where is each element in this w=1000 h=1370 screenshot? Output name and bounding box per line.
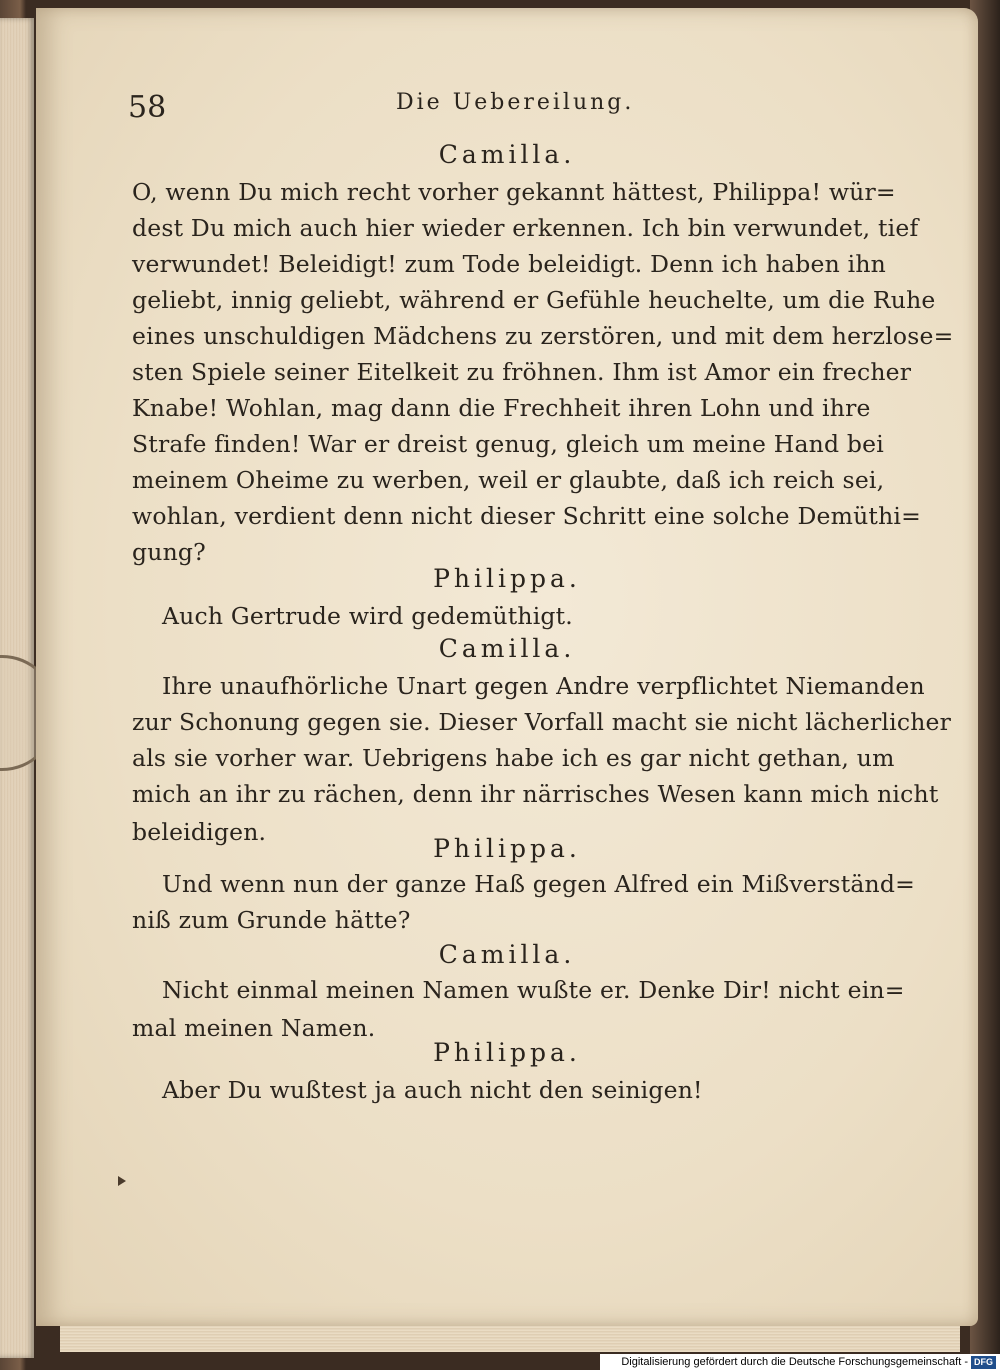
text-line: O, wenn Du mich recht vorher gekannt hättest, Philippa! wür= bbox=[132, 178, 896, 206]
text-line: gung? bbox=[132, 538, 206, 566]
text-line: Ihre unaufhörliche Unart gegen Andre verpflichtet Niemanden bbox=[162, 672, 925, 700]
speaker-label: Philippa. bbox=[433, 564, 581, 593]
text-line: mal meinen Namen. bbox=[132, 1014, 376, 1042]
printer-mark bbox=[118, 1176, 126, 1186]
text-line: als sie vorher war. Uebrigens habe ich es gar nicht gethan, um bbox=[132, 744, 895, 772]
text-line: Nicht einmal meinen Namen wußte er. Denke Dir! nicht ein= bbox=[162, 976, 905, 1004]
text-line: mich an ihr zu rächen, denn ihr närrisches Wesen kann mich nicht bbox=[132, 780, 939, 808]
text-line: beleidigen. bbox=[132, 818, 267, 846]
text-line: eines unschuldigen Mädchens zu zerstören, und mit dem herzlose= bbox=[132, 322, 954, 350]
speaker-label: Philippa. bbox=[433, 1038, 581, 1067]
text-line: zur Schonung gegen sie. Dieser Vorfall macht sie nicht lächerlicher bbox=[132, 708, 952, 736]
text-line: geliebt, innig geliebt, während er Gefühle heuchelte, um die Ruhe bbox=[132, 286, 936, 314]
text-line: meinem Oheime zu werben, weil er glaubte, daß ich reich sei, bbox=[132, 466, 885, 494]
speaker-label: Camilla. bbox=[438, 634, 576, 663]
digitization-footer bbox=[600, 1354, 1000, 1370]
page-number: 58 bbox=[128, 90, 167, 125]
speaker-label: Camilla. bbox=[438, 940, 576, 969]
dfg-logo: DFG bbox=[971, 1356, 996, 1369]
running-head: Die Uebereilung. bbox=[396, 90, 635, 115]
footer-credit-text: Digitalisierung gefördert durch die Deutsche Forschungsgemeinschaft - bbox=[621, 1356, 968, 1368]
book-page bbox=[36, 8, 978, 1326]
text-line: Knabe! Wohlan, mag dann die Frechheit ihren Lohn und ihre bbox=[132, 394, 871, 422]
text-line: Und wenn nun der ganze Haß gegen Alfred ein Mißverständ= bbox=[162, 870, 916, 898]
text-line: dest Du mich auch hier wieder erkennen. Ich bin verwundet, tief bbox=[132, 214, 919, 242]
text-line: niß zum Grunde hätte? bbox=[132, 906, 411, 934]
text-line: Auch Gertrude wird gedemüthigt. bbox=[162, 602, 573, 630]
text-line: wohlan, verdient denn nicht dieser Schritt eine solche Demüthi= bbox=[132, 502, 922, 530]
text-line: Strafe finden! War er dreist genug, gleich um meine Hand bei bbox=[132, 430, 884, 458]
text-line: Aber Du wußtest ja auch nicht den seinigen! bbox=[162, 1076, 703, 1104]
text-line: sten Spiele seiner Eitelkeit zu fröhnen. Ihm ist Amor ein frecher bbox=[132, 358, 912, 386]
speaker-label: Philippa. bbox=[433, 834, 581, 863]
text-line: verwundet! Beleidigt! zum Tode beleidigt. Denn ich haben ihn bbox=[132, 250, 887, 278]
speaker-label: Camilla. bbox=[438, 140, 576, 169]
